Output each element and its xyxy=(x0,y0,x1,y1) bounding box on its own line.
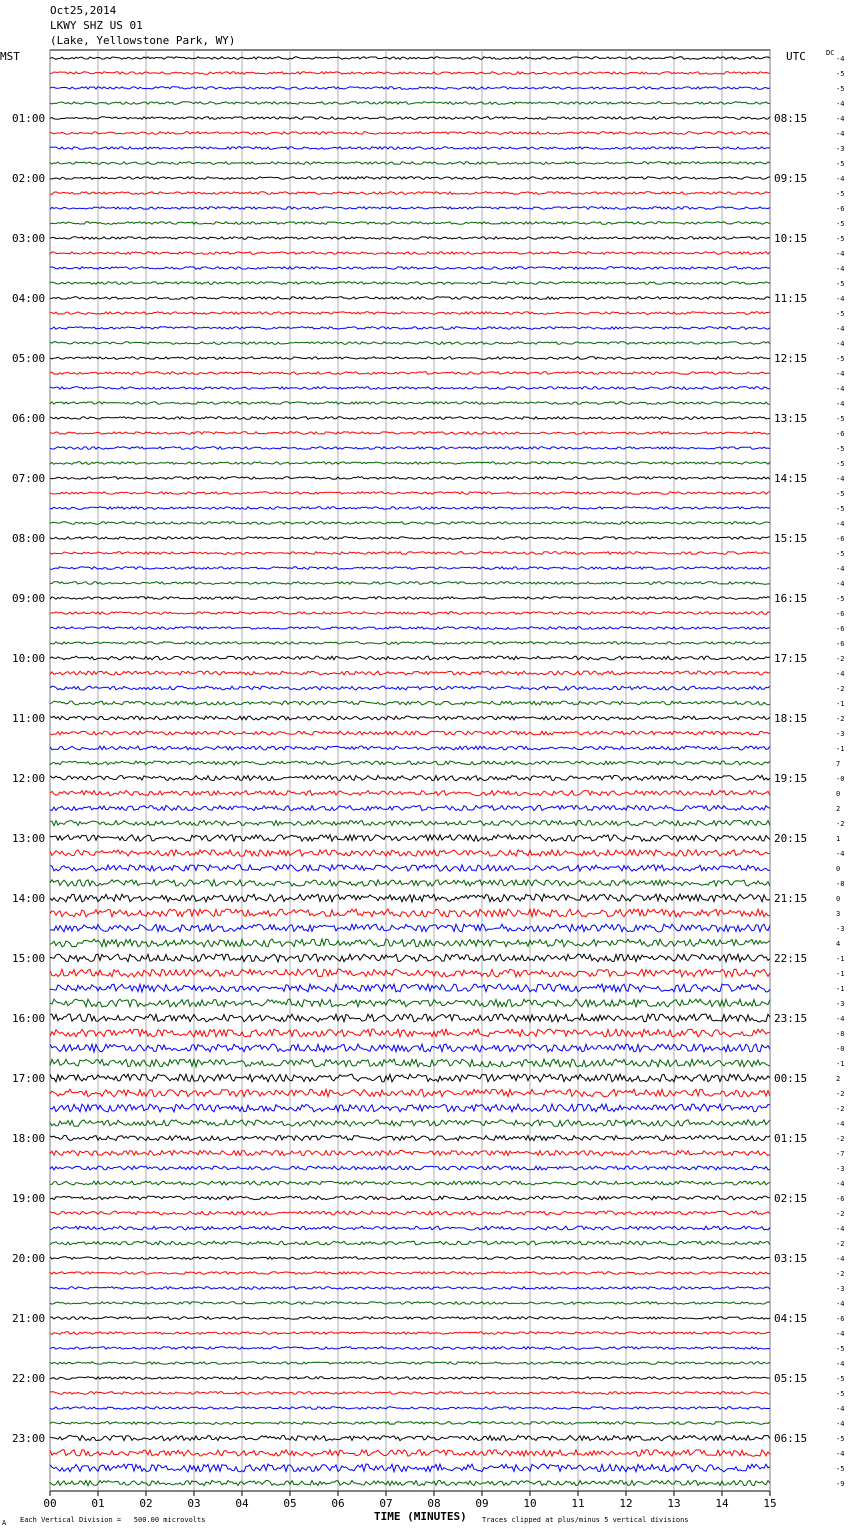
dc-offset-label: -5 xyxy=(836,1435,845,1443)
x-tick-label: 02 xyxy=(139,1497,153,1510)
trace-row xyxy=(50,387,770,390)
dc-offset-label: -4 xyxy=(836,370,845,378)
trace-row xyxy=(50,192,770,195)
dc-offset-label: -6 xyxy=(836,640,845,648)
dc-offset-label: -2 xyxy=(836,1135,845,1143)
station-label: LKWY SHZ US 01 xyxy=(50,19,143,32)
right-hour-label: 05:15 xyxy=(774,1372,808,1385)
left-hour-label: 16:00 xyxy=(12,1012,46,1025)
trace-row xyxy=(50,1377,770,1380)
right-hour-label: 21:15 xyxy=(774,892,808,905)
right-hour-label: 01:15 xyxy=(774,1132,808,1145)
dc-offset-label: -1 xyxy=(836,1060,845,1068)
right-hour-label: 16:15 xyxy=(774,592,808,605)
dc-offset-label: -5 xyxy=(836,460,845,468)
trace-row xyxy=(50,1044,770,1052)
dc-offset-label: -5 xyxy=(836,85,845,93)
right-hour-label: 13:15 xyxy=(774,412,808,425)
trace-row xyxy=(50,1074,770,1082)
trace-row xyxy=(50,939,770,947)
dc-offset-label: -4 xyxy=(836,100,845,108)
trace-row xyxy=(50,1166,770,1170)
dc-offset-label: -5 xyxy=(836,160,845,168)
dc-offset-label: -2 xyxy=(836,1210,845,1218)
left-hour-label: 12:00 xyxy=(12,772,46,785)
trace-row xyxy=(50,177,770,180)
x-tick-label: 13 xyxy=(667,1497,681,1510)
left-hour-label: 15:00 xyxy=(12,952,46,965)
trace-row xyxy=(50,1392,770,1395)
dc-offset-label: -3 xyxy=(836,1285,845,1293)
left-hour-label: 19:00 xyxy=(12,1192,46,1205)
trace-row xyxy=(50,417,770,420)
left-hour-label: 10:00 xyxy=(12,652,46,665)
dc-offset-label: 0 xyxy=(836,865,841,873)
left-hour-label: 23:00 xyxy=(12,1432,46,1445)
trace-row xyxy=(50,507,770,510)
location-label: (Lake, Yellowstone Park, WY) xyxy=(50,34,236,47)
dc-offset-label: -5 xyxy=(836,1465,845,1473)
left-hour-label: 03:00 xyxy=(12,232,46,245)
dc-offset-label: -4 xyxy=(836,115,845,123)
trace-row xyxy=(50,775,770,780)
dc-offset-label: -3 xyxy=(836,925,845,933)
x-tick-label: 14 xyxy=(715,1497,729,1510)
trace-row xyxy=(50,671,770,675)
dc-offset-label: -4 xyxy=(836,475,845,483)
trace-row xyxy=(50,835,770,841)
x-tick-label: 04 xyxy=(235,1497,249,1510)
dc-offset-label: -4 xyxy=(836,1180,845,1188)
left-hour-label: 04:00 xyxy=(12,292,46,305)
dc-offset-label: -1 xyxy=(836,970,845,978)
trace-row xyxy=(50,880,770,886)
trace-row xyxy=(50,1226,770,1230)
dc-offset-label: -4 xyxy=(836,1300,845,1308)
x-tick-label: 10 xyxy=(523,1497,537,1510)
dc-offset-label: -5 xyxy=(836,1390,845,1398)
trace-row xyxy=(50,894,770,902)
x-tick-label: 01 xyxy=(91,1497,105,1510)
trace-row xyxy=(50,252,770,255)
dc-offset-label: -3 xyxy=(836,730,845,738)
trace-row xyxy=(50,222,770,225)
trace-row xyxy=(50,1059,770,1067)
right-hour-label: 18:15 xyxy=(774,712,808,725)
left-hour-label: 20:00 xyxy=(12,1252,46,1265)
trace-row xyxy=(50,372,770,375)
trace-row xyxy=(50,312,770,315)
dc-offset-label: -7 xyxy=(836,1150,845,1158)
left-timezone-label: MST xyxy=(0,50,20,63)
trace-row xyxy=(50,492,770,495)
trace-row xyxy=(50,984,770,992)
right-hour-label: 02:15 xyxy=(774,1192,808,1205)
trace-row xyxy=(50,686,770,690)
x-tick-label: 15 xyxy=(763,1497,777,1510)
dc-offset-label: -6 xyxy=(836,610,845,618)
trace-row xyxy=(50,865,770,871)
trace-row xyxy=(50,462,770,465)
trace-row xyxy=(50,522,770,525)
x-tick-label: 06 xyxy=(331,1497,345,1510)
dc-offset-label: -4 xyxy=(836,1225,845,1233)
trace-row xyxy=(50,1241,770,1245)
dc-offset-label: -3 xyxy=(836,1000,845,1008)
trace-row xyxy=(50,402,770,405)
trace-row xyxy=(50,924,770,932)
date-label: Oct25,2014 xyxy=(50,4,117,17)
dc-offset-label: -4 xyxy=(836,565,845,573)
trace-row xyxy=(50,1211,770,1215)
dc-offset-label: -5 xyxy=(836,280,845,288)
trace-row xyxy=(50,1407,770,1410)
trace-row xyxy=(50,701,770,705)
dc-offset-label: -1 xyxy=(836,955,845,963)
dc-offset-label: -8 xyxy=(836,1030,845,1038)
dc-offset-label: -5 xyxy=(836,70,845,78)
dc-offset-label: -5 xyxy=(836,445,845,453)
trace-row xyxy=(50,87,770,90)
trace-rows xyxy=(50,57,770,1486)
dc-offset-label: -6 xyxy=(836,625,845,633)
trace-row xyxy=(50,1287,770,1290)
trace-row xyxy=(50,1362,770,1365)
trace-row xyxy=(50,612,770,615)
right-hour-label: 12:15 xyxy=(774,352,808,365)
right-hour-label: 11:15 xyxy=(774,292,808,305)
trace-row xyxy=(50,537,770,540)
trace-row xyxy=(50,820,770,825)
dc-offset-label: -1 xyxy=(836,745,845,753)
trace-row xyxy=(50,1272,770,1275)
trace-row xyxy=(50,342,770,345)
left-hour-label: 21:00 xyxy=(12,1312,46,1325)
left-hour-label: 14:00 xyxy=(12,892,46,905)
dc-offset-label: 2 xyxy=(836,1075,841,1083)
trace-row xyxy=(50,1302,770,1305)
dc-offset-label: 1 xyxy=(836,835,841,843)
dc-offset-label: -2 xyxy=(836,1240,845,1248)
dc-offset-label: -0 xyxy=(836,1045,845,1053)
x-axis xyxy=(43,1491,776,1510)
trace-row xyxy=(50,552,770,555)
dc-offset-label: -4 xyxy=(836,580,845,588)
trace-row xyxy=(50,1332,770,1335)
right-hour-label: 09:15 xyxy=(774,172,808,185)
dc-offset-label: 3 xyxy=(836,910,841,918)
trace-row xyxy=(50,1317,770,1320)
dc-offset-label: 0 xyxy=(836,790,841,798)
right-hour-labels xyxy=(774,112,807,1445)
left-hour-label: 02:00 xyxy=(12,172,46,185)
trace-row xyxy=(50,447,770,450)
dc-offset-label: -4 xyxy=(836,265,845,273)
dc-offset-label: -2 xyxy=(836,1090,845,1098)
trace-row xyxy=(50,746,770,750)
trace-row xyxy=(50,477,770,480)
left-hour-labels xyxy=(12,112,45,1445)
trace-row xyxy=(50,72,770,75)
clip-note: Traces clipped at plus/minus 5 vertical divisions xyxy=(482,1516,689,1524)
trace-row xyxy=(50,1196,770,1200)
right-hour-label: 20:15 xyxy=(774,832,808,845)
dc-offset-label: -4 xyxy=(836,385,845,393)
dc-offset-label: -5 xyxy=(836,550,845,558)
dc-offset-label: 0 xyxy=(836,895,841,903)
dc-offset-label: -2 xyxy=(836,655,845,663)
dc-offset-label: -5 xyxy=(836,490,845,498)
dc-offset-label: -9 xyxy=(836,1480,845,1488)
dc-offset-label: -4 xyxy=(836,1450,845,1458)
dc-offset-label: -8 xyxy=(836,880,845,888)
trace-row xyxy=(50,1029,770,1037)
trace-row xyxy=(50,357,770,360)
trace-row xyxy=(50,999,770,1007)
x-axis-label: TIME (MINUTES) xyxy=(374,1510,467,1523)
trace-row xyxy=(50,237,770,240)
right-hour-label: 00:15 xyxy=(774,1072,808,1085)
trace-row xyxy=(50,1435,770,1440)
x-tick-label: 00 xyxy=(43,1497,57,1510)
trace-row xyxy=(50,656,770,660)
dc-offset-label: -1 xyxy=(836,985,845,993)
dc-offset-label: -5 xyxy=(836,310,845,318)
dc-offset-label: -4 xyxy=(836,1255,845,1263)
right-hour-label: 10:15 xyxy=(774,232,808,245)
trace-row xyxy=(50,1014,770,1022)
left-hour-label: 06:00 xyxy=(12,412,46,425)
left-hour-label: 13:00 xyxy=(12,832,46,845)
trace-row xyxy=(50,954,770,962)
right-hour-label: 23:15 xyxy=(774,1012,808,1025)
dc-offset-label: -5 xyxy=(836,1345,845,1353)
trace-row xyxy=(50,102,770,105)
dc-label: DC xyxy=(826,49,835,57)
dc-offset-label: -1 xyxy=(836,700,845,708)
trace-row xyxy=(50,761,770,765)
right-hour-label: 22:15 xyxy=(774,952,808,965)
trace-row xyxy=(50,1480,770,1485)
trace-row xyxy=(50,57,770,60)
trace-row xyxy=(50,805,770,810)
trace-row xyxy=(50,282,770,285)
trace-row xyxy=(50,1104,770,1112)
trace-row xyxy=(50,1450,770,1456)
right-hour-label: 17:15 xyxy=(774,652,808,665)
left-hour-label: 05:00 xyxy=(12,352,46,365)
dc-offset-label: -4 xyxy=(836,325,845,333)
dc-offset-label: -6 xyxy=(836,430,845,438)
dc-offset-label: -3 xyxy=(836,1165,845,1173)
dc-offset-label: -4 xyxy=(836,250,845,258)
trace-row xyxy=(50,147,770,150)
dc-offset-label: -5 xyxy=(836,505,845,513)
trace-row xyxy=(50,117,770,120)
dc-offset-label: 4 xyxy=(836,940,841,948)
trace-row xyxy=(50,432,770,435)
dc-offset-label: 7 xyxy=(836,760,841,768)
trace-row xyxy=(50,909,770,917)
dc-offset-label: -4 xyxy=(836,175,845,183)
left-hour-label: 09:00 xyxy=(12,592,46,605)
x-tick-label: 03 xyxy=(187,1497,201,1510)
trace-row xyxy=(50,1257,770,1260)
trace-row xyxy=(50,1150,770,1155)
dc-offset-label: -4 xyxy=(836,400,845,408)
trace-row xyxy=(50,1120,770,1126)
x-tick-label: 05 xyxy=(283,1497,297,1510)
left-hour-label: 18:00 xyxy=(12,1132,46,1145)
trace-row xyxy=(50,297,770,300)
dc-offset-label: -2 xyxy=(836,715,845,723)
trace-row xyxy=(50,582,770,585)
minute-grid xyxy=(50,50,770,1491)
dc-offset-label: -5 xyxy=(836,355,845,363)
division-note: Each Vertical Division = 500.00 microvolts xyxy=(20,1516,206,1524)
trace-row xyxy=(50,969,770,977)
trace-row xyxy=(50,597,770,600)
x-tick-label: 07 xyxy=(379,1497,393,1510)
trace-row xyxy=(50,627,770,630)
dc-offset-label: -6 xyxy=(836,535,845,543)
trace-row xyxy=(50,1422,770,1425)
trace-row xyxy=(50,327,770,330)
left-hour-label: 17:00 xyxy=(12,1072,46,1085)
trace-row xyxy=(50,1181,770,1185)
dc-offset-label: -4 xyxy=(836,670,845,678)
left-hour-label: 08:00 xyxy=(12,532,46,545)
right-hour-label: 04:15 xyxy=(774,1312,808,1325)
dc-offset-label: -6 xyxy=(836,1315,845,1323)
left-hour-label: 01:00 xyxy=(12,112,46,125)
right-hour-label: 06:15 xyxy=(774,1432,808,1445)
dc-offset-label: -4 xyxy=(836,55,845,63)
dc-offset-label: -5 xyxy=(836,595,845,603)
trace-row xyxy=(50,1135,770,1140)
dc-offset-label: -2 xyxy=(836,820,845,828)
dc-offset-label: -4 xyxy=(836,130,845,138)
trace-row xyxy=(50,1089,770,1097)
right-hour-label: 03:15 xyxy=(774,1252,808,1265)
trace-row xyxy=(50,790,770,795)
dc-offset-label: -2 xyxy=(836,1270,845,1278)
dc-offset-label: -5 xyxy=(836,220,845,228)
dc-offset-label: -4 xyxy=(836,340,845,348)
dc-offset-label: -2 xyxy=(836,685,845,693)
trace-row xyxy=(50,1347,770,1350)
trace-row xyxy=(50,850,770,856)
dc-offset-label: 2 xyxy=(836,805,841,813)
x-tick-label: 09 xyxy=(475,1497,489,1510)
right-hour-label: 08:15 xyxy=(774,112,808,125)
trace-row xyxy=(50,716,770,720)
left-hour-label: 11:00 xyxy=(12,712,46,725)
dc-offset-label: -5 xyxy=(836,1375,845,1383)
dc-offset-label: -4 xyxy=(836,1420,845,1428)
right-hour-label: 14:15 xyxy=(774,472,808,485)
dc-offset-label: -4 xyxy=(836,850,845,858)
trace-row xyxy=(50,132,770,135)
dc-offset-label: -5 xyxy=(836,190,845,198)
dc-offset-label: -0 xyxy=(836,775,845,783)
x-tick-label: 08 xyxy=(427,1497,441,1510)
dc-offset-label: -4 xyxy=(836,1120,845,1128)
x-tick-label: 12 xyxy=(619,1497,633,1510)
dc-offset-label: -2 xyxy=(836,1105,845,1113)
dc-offset-label: -4 xyxy=(836,1015,845,1023)
plot-frame xyxy=(50,50,770,1491)
corner-mark: A xyxy=(2,1519,7,1527)
trace-row xyxy=(50,267,770,270)
trace-row xyxy=(50,567,770,570)
dc-offset-label: -4 xyxy=(836,1330,845,1338)
dc-offset-label: -4 xyxy=(836,1405,845,1413)
right-hour-label: 19:15 xyxy=(774,772,808,785)
left-hour-label: 22:00 xyxy=(12,1372,46,1385)
dc-offset-label: -4 xyxy=(836,295,845,303)
dc-offset-label: -6 xyxy=(836,205,845,213)
dc-offset-label: -6 xyxy=(836,1195,845,1203)
dc-offset-label: -4 xyxy=(836,520,845,528)
trace-row xyxy=(50,207,770,210)
right-hour-label: 15:15 xyxy=(774,532,808,545)
trace-row xyxy=(50,1464,770,1472)
trace-row xyxy=(50,162,770,165)
dc-offset-labels xyxy=(836,55,844,1488)
dc-offset-label: -4 xyxy=(836,1360,845,1368)
trace-row xyxy=(50,642,770,645)
right-timezone-label: UTC xyxy=(786,50,806,63)
dc-offset-label: -5 xyxy=(836,235,845,243)
dc-offset-label: -5 xyxy=(836,415,845,423)
x-tick-label: 11 xyxy=(571,1497,585,1510)
trace-row xyxy=(50,731,770,735)
dc-offset-label: -3 xyxy=(836,145,845,153)
left-hour-label: 07:00 xyxy=(12,472,46,485)
